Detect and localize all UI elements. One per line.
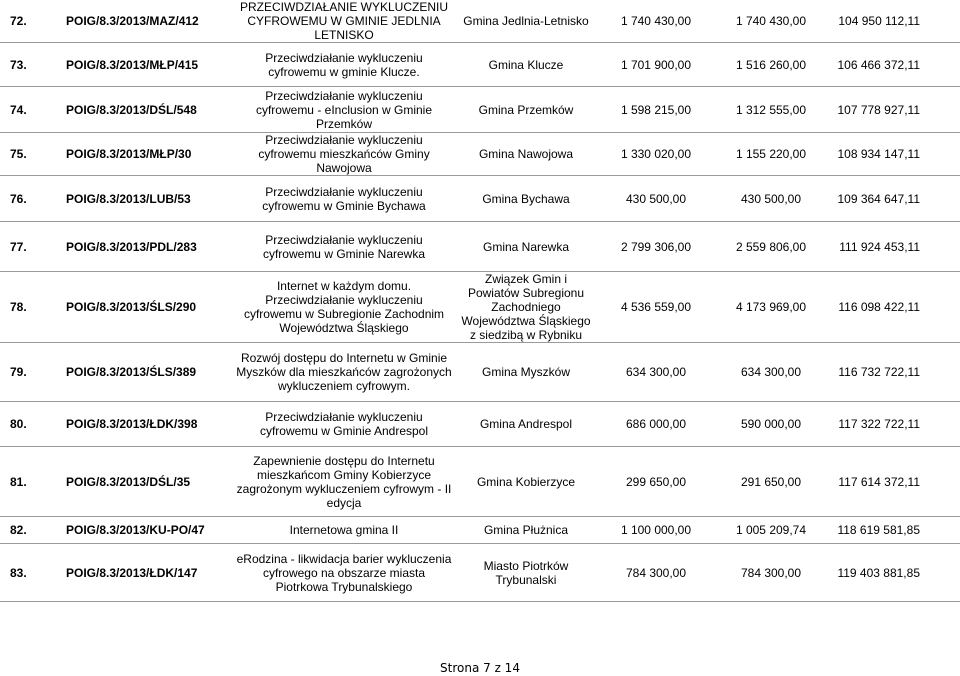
funding-amount: 4 173 969,00	[716, 272, 826, 343]
funding-amount: 784 300,00	[716, 544, 826, 602]
funding-amount: 430 500,00	[716, 176, 826, 222]
page-number: Strona 7 z 14	[440, 661, 520, 675]
total-value: 1 598 215,00	[596, 87, 716, 133]
beneficiary: Związek Gmin i Powiatów Subregionu Zachodniego Województwa Śląskiego z siedzibą w Rybniku	[456, 272, 596, 343]
project-title: eRodzina - likwidacja barier wykluczenia cyfrowego na obszarze miasta Piotrkowa Trybunalskiego	[232, 544, 456, 602]
funding-amount: 1 740 430,00	[716, 0, 826, 43]
total-value: 2 799 306,00	[596, 222, 716, 272]
funding-amount: 634 300,00	[716, 343, 826, 402]
project-title: Przeciwdziałanie wykluczeniu cyfrowemu w Gminie Narewka	[232, 222, 456, 272]
table-row	[0, 402, 960, 447]
table-row	[0, 176, 960, 222]
beneficiary: Gmina Narewka	[456, 222, 596, 272]
row-number: 81.	[0, 447, 62, 517]
table-row	[0, 87, 960, 133]
funding-amount: 1 005 209,74	[716, 517, 826, 544]
project-code: POIG/8.3/2013/LUB/53	[62, 176, 232, 222]
cumulative-amount: 116 732 722,11	[826, 343, 960, 402]
row-number: 75.	[0, 133, 62, 176]
funding-amount: 1 312 555,00	[716, 87, 826, 133]
beneficiary: Gmina Klucze	[456, 43, 596, 87]
project-title: Internetowa gmina II	[232, 517, 456, 544]
row-number: 79.	[0, 343, 62, 402]
project-code: POIG/8.3/2013/MŁP/30	[62, 133, 232, 176]
row-number: 82.	[0, 517, 62, 544]
table-row	[0, 222, 960, 272]
row-number: 73.	[0, 43, 62, 87]
funding-amount: 590 000,00	[716, 402, 826, 447]
project-title: Przeciwdziałanie wykluczeniu cyfrowemu - eInclusion w Gminie Przemków	[232, 87, 456, 133]
project-title: Przeciwdziałanie wykluczeniu cyfrowemu mieszkańców Gminy Nawojowa	[232, 133, 456, 176]
table-row	[0, 0, 960, 43]
cumulative-amount: 119 403 881,85	[826, 544, 960, 602]
project-code: POIG/8.3/2013/PDL/283	[62, 222, 232, 272]
project-code: POIG/8.3/2013/ŁDK/147	[62, 544, 232, 602]
funding-amount: 2 559 806,00	[716, 222, 826, 272]
project-title: Rozwój dostępu do Internetu w Gminie Myszków dla mieszkańców zagrożonych wykluczeniem cyfrowym.	[232, 343, 456, 402]
project-title: Zapewnienie dostępu do Internetu mieszkańcom Gminy Kobierzyce zagrożonym wykluczeniem cyfrowym - II edycja	[232, 447, 456, 517]
cumulative-amount: 107 778 927,11	[826, 87, 960, 133]
project-title: Przeciwdziałanie wykluczeniu cyfrowemu w gminie Klucze.	[232, 43, 456, 87]
total-value: 634 300,00	[596, 343, 716, 402]
beneficiary: Gmina Kobierzyce	[456, 447, 596, 517]
project-code: POIG/8.3/2013/KU-PO/47	[62, 517, 232, 544]
beneficiary: Gmina Bychawa	[456, 176, 596, 222]
project-code: POIG/8.3/2013/ŚLS/389	[62, 343, 232, 402]
total-value: 784 300,00	[596, 544, 716, 602]
beneficiary: Gmina Nawojowa	[456, 133, 596, 176]
project-code: POIG/8.3/2013/DŚL/548	[62, 87, 232, 133]
row-number: 77.	[0, 222, 62, 272]
project-title: Przeciwdziałanie wykluczeniu cyfrowemu w Gminie Andrespol	[232, 402, 456, 447]
project-title: PRZECIWDZIAŁANIE WYKLUCZENIU CYFROWEMU W GMINIE JEDLNIA LETNISKO	[232, 0, 456, 43]
table-row	[0, 43, 960, 87]
table-row	[0, 272, 960, 343]
project-code: POIG/8.3/2013/MAZ/412	[62, 0, 232, 43]
beneficiary: Gmina Jedlnia-Letnisko	[456, 0, 596, 43]
table-row	[0, 343, 960, 402]
row-number: 80.	[0, 402, 62, 447]
table-row	[0, 544, 960, 602]
cumulative-amount: 111 924 453,11	[826, 222, 960, 272]
cumulative-amount: 109 364 647,11	[826, 176, 960, 222]
cumulative-amount: 104 950 112,11	[826, 0, 960, 43]
funding-amount: 1 155 220,00	[716, 133, 826, 176]
row-number: 83.	[0, 544, 62, 602]
project-code: POIG/8.3/2013/DŚL/35	[62, 447, 232, 517]
beneficiary: Miasto Piotrków Trybunalski	[456, 544, 596, 602]
table-row	[0, 517, 960, 544]
cumulative-amount: 116 098 422,11	[826, 272, 960, 343]
row-number: 76.	[0, 176, 62, 222]
cumulative-amount: 106 466 372,11	[826, 43, 960, 87]
beneficiary: Gmina Płużnica	[456, 517, 596, 544]
total-value: 299 650,00	[596, 447, 716, 517]
table-row	[0, 447, 960, 517]
total-value: 4 536 559,00	[596, 272, 716, 343]
project-code: POIG/8.3/2013/ŁDK/398	[62, 402, 232, 447]
table-row	[0, 133, 960, 176]
beneficiary: Gmina Myszków	[456, 343, 596, 402]
funding-amount: 1 516 260,00	[716, 43, 826, 87]
funding-amount: 291 650,00	[716, 447, 826, 517]
total-value: 1 701 900,00	[596, 43, 716, 87]
cumulative-amount: 118 619 581,85	[826, 517, 960, 544]
cumulative-amount: 108 934 147,11	[826, 133, 960, 176]
total-value: 430 500,00	[596, 176, 716, 222]
project-title: Internet w każdym domu. Przeciwdziałanie wykluczeniu cyfrowemu w Subregionie Zachodnim Województwa Śląskiego	[232, 272, 456, 343]
total-value: 1 100 000,00	[596, 517, 716, 544]
project-code: POIG/8.3/2013/MŁP/415	[62, 43, 232, 87]
row-number: 78.	[0, 272, 62, 343]
total-value: 1 740 430,00	[596, 0, 716, 43]
cumulative-amount: 117 322 722,11	[826, 402, 960, 447]
cumulative-amount: 117 614 372,11	[826, 447, 960, 517]
row-number: 72.	[0, 0, 62, 43]
beneficiary: Gmina Andrespol	[456, 402, 596, 447]
beneficiary: Gmina Przemków	[456, 87, 596, 133]
total-value: 1 330 020,00	[596, 133, 716, 176]
project-code: POIG/8.3/2013/ŚLS/290	[62, 272, 232, 343]
row-number: 74.	[0, 87, 62, 133]
project-title: Przeciwdziałanie wykluczeniu cyfrowemu w Gminie Bychawa	[232, 176, 456, 222]
total-value: 686 000,00	[596, 402, 716, 447]
